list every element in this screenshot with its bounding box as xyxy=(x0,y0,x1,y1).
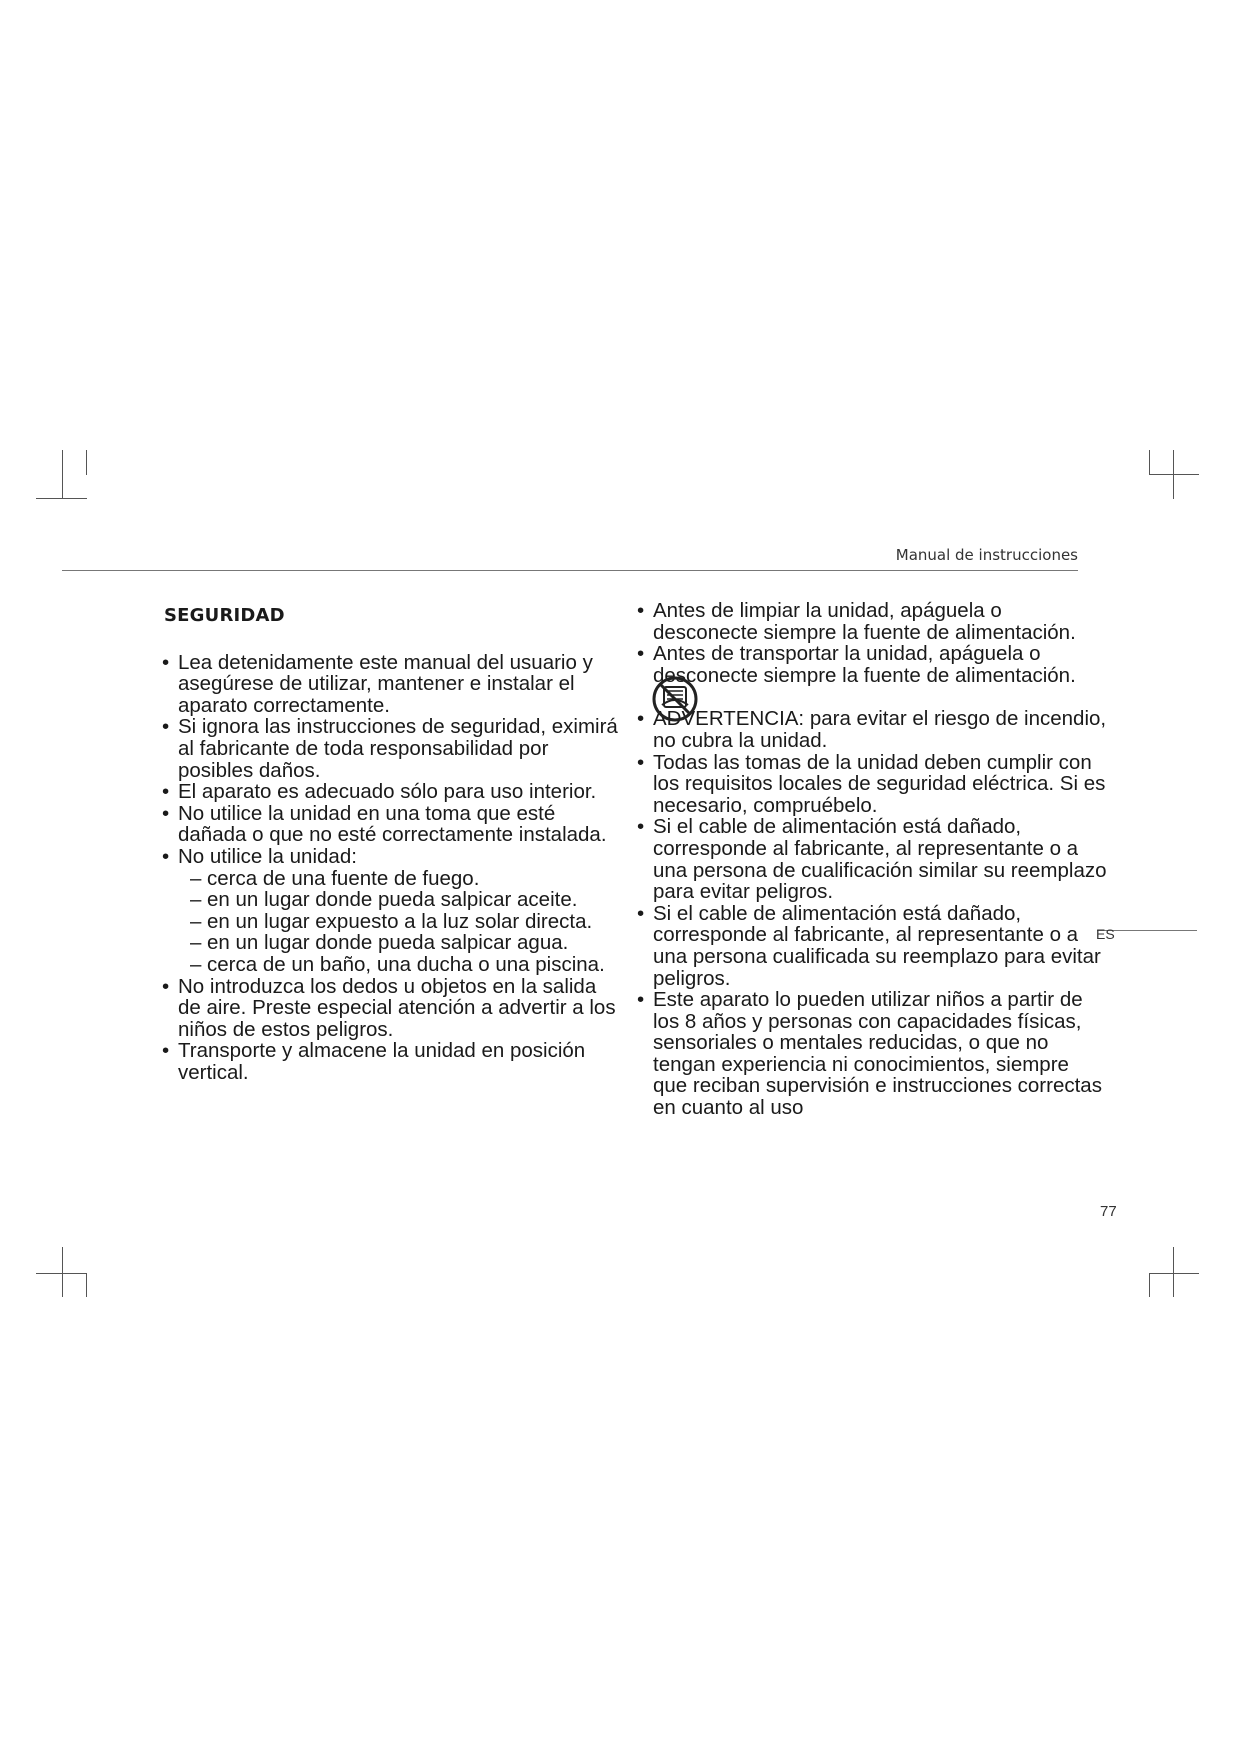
do-not-cover-icon xyxy=(651,675,699,723)
bullet-text: No utilice la unidad en una toma que esté dañada o que no esté correctamente instalada. xyxy=(178,801,607,847)
list-item: • No introduzca los dedos u objetos en la salida de aire. Preste especial atención a advertir a los niños de estos peligros. xyxy=(162,976,622,1041)
bullet-text: No utilice la unidad: xyxy=(178,844,357,868)
crop-mark-bottom-left xyxy=(62,1247,63,1297)
crop-mark-bottom-right xyxy=(1149,1273,1150,1297)
list-item: • Antes de transportar la unidad, apáguela o desconecte siempre la fuente de alimentación. xyxy=(637,643,1107,686)
list-item: • El aparato es adecuado sólo para uso interior. xyxy=(162,781,622,803)
crop-mark-top-right xyxy=(1149,474,1199,475)
sub-item-text: cerca de una fuente de fuego. xyxy=(207,866,480,890)
crop-mark-top-right xyxy=(1173,450,1174,499)
list-item: • Todas las tomas de la unidad deben cumplir con los requisitos locales de seguridad eléctrica. Si es necesario, compruébelo. xyxy=(637,750,1106,817)
sub-list-item: – cerca de una fuente de fuego. xyxy=(162,868,622,890)
bullet-text: Lea detenidamente este manual del usuario y asegúrese de utilizar, mantener e instalar el aparato correctamente. xyxy=(178,650,593,717)
list-item: • Antes de limpiar la unidad, apáguela o desconecte siempre la fuente de alimentación. xyxy=(637,600,1107,643)
list-item: • Si el cable de alimentación está dañado, corresponde al fabricante, al representante o a una persona cualificada su reemplazo para evitar peligros. xyxy=(637,903,1107,989)
list-item: • Si el cable de alimentación está dañado, corresponde al fabricante, al representante o a una persona de cualificación similar su reemplazo para evitar peligros. xyxy=(637,815,1107,904)
list-item: • Este aparato lo pueden utilizar niños a partir de los 8 años y personas con capacidades físicas, sensoriales o mentales reducidas, o que no tengan experiencia ni conocimientos, siempre que reciban supervisión e instrucciones correctas en cuanto al uso xyxy=(637,989,1107,1119)
bullet-text: Transporte y almacene la unidad en posición vertical. xyxy=(178,1039,586,1084)
list-item: • Si ignora las instrucciones de seguridad, eximirá al fabricante de toda responsabilidad por posibles daños. xyxy=(162,716,622,781)
crop-mark-bottom-right xyxy=(1173,1247,1174,1297)
warning-item: • ADVERTENCIA: para evitar el riesgo de incendio, no cubra la unidad. xyxy=(637,708,1107,751)
sub-item-text: en un lugar donde pueda salpicar aceite. xyxy=(207,888,578,912)
list-item: • Lea detenidamente este manual del usuario y asegúrese de utilizar, mantener e instalar el aparato correctamente. xyxy=(162,652,622,717)
language-tab: ES xyxy=(1096,926,1115,942)
crop-mark-top-right xyxy=(1149,450,1150,475)
running-header: Manual de instrucciones xyxy=(895,546,1078,564)
crop-mark-top-left xyxy=(62,450,63,499)
section-title: SEGURIDAD xyxy=(164,605,285,626)
right-column xyxy=(637,600,1107,1119)
left-column xyxy=(162,600,622,1083)
crop-mark-top-left xyxy=(86,450,87,475)
crop-mark-bottom-left xyxy=(86,1273,87,1297)
sub-list-item: – en un lugar donde pueda salpicar agua. xyxy=(162,932,622,954)
list-item: • No utilice la unidad: xyxy=(162,846,622,868)
bullet-text: Todas las tomas de la unidad deben cumplir con los requisitos locales de seguridad eléctrica. Si es necesario, compruébelo. xyxy=(653,750,1106,817)
sub-item-text: cerca de un baño, una ducha o una piscina. xyxy=(207,952,605,976)
crop-mark-bottom-right xyxy=(1149,1273,1199,1274)
bullet-text: Antes de transportar la unidad, apáguela o desconecte siempre la fuente de alimentación. xyxy=(653,642,1076,687)
bullet-text: No introduzca los dedos u objetos en la salida de aire. Preste especial atención a advertir a los niños de estos peligros. xyxy=(178,974,616,1041)
list-item: • Transporte y almacene la unidad en posición vertical. xyxy=(162,1040,622,1083)
bullet-text: Antes de limpiar la unidad, apáguela o desconecte siempre la fuente de alimentación. xyxy=(653,599,1076,644)
bullet-text: El aparato es adecuado sólo para uso interior. xyxy=(178,780,597,804)
sub-list-item: – en un lugar expuesto a la luz solar directa. xyxy=(162,911,622,933)
sub-list-item: – en un lugar donde pueda salpicar aceite. xyxy=(162,889,622,911)
list-item: • No utilice la unidad en una toma que esté dañada o que no esté correctamente instalada. xyxy=(162,803,622,846)
sub-item-text: en un lugar expuesto a la luz solar directa. xyxy=(207,909,593,933)
warning-text: ADVERTENCIA: para evitar el riesgo de incendio, no cubra la unidad. xyxy=(653,707,1107,752)
sub-list-item: – cerca de un baño, una ducha o una piscina. xyxy=(162,954,622,976)
bullet-text: Si el cable de alimentación está dañado, corresponde al fabricante, al representante o a una persona de cualificación similar su reemplazo para evitar peligros. xyxy=(653,815,1107,904)
sub-item-text: en un lugar donde pueda salpicar agua. xyxy=(207,931,569,955)
header-divider xyxy=(62,570,1078,571)
page-number: 77 xyxy=(1100,1203,1117,1220)
bullet-text: Si ignora las instrucciones de seguridad, eximirá al fabricante de toda responsabilidad por posibles daños. xyxy=(178,715,618,782)
bullet-text: Este aparato lo pueden utilizar niños a partir de los 8 años y personas con capacidades físicas, sensoriales o mentales reducidas, o que no tengan experiencia ni conocimientos, siempre que reciban supervisión e instrucciones correctas en cuanto al uso xyxy=(653,988,1102,1120)
bullet-text: Si el cable de alimentación está dañado, corresponde al fabricante, al representante o a una persona cualificada su reemplazo para evitar peligros. xyxy=(653,901,1101,990)
